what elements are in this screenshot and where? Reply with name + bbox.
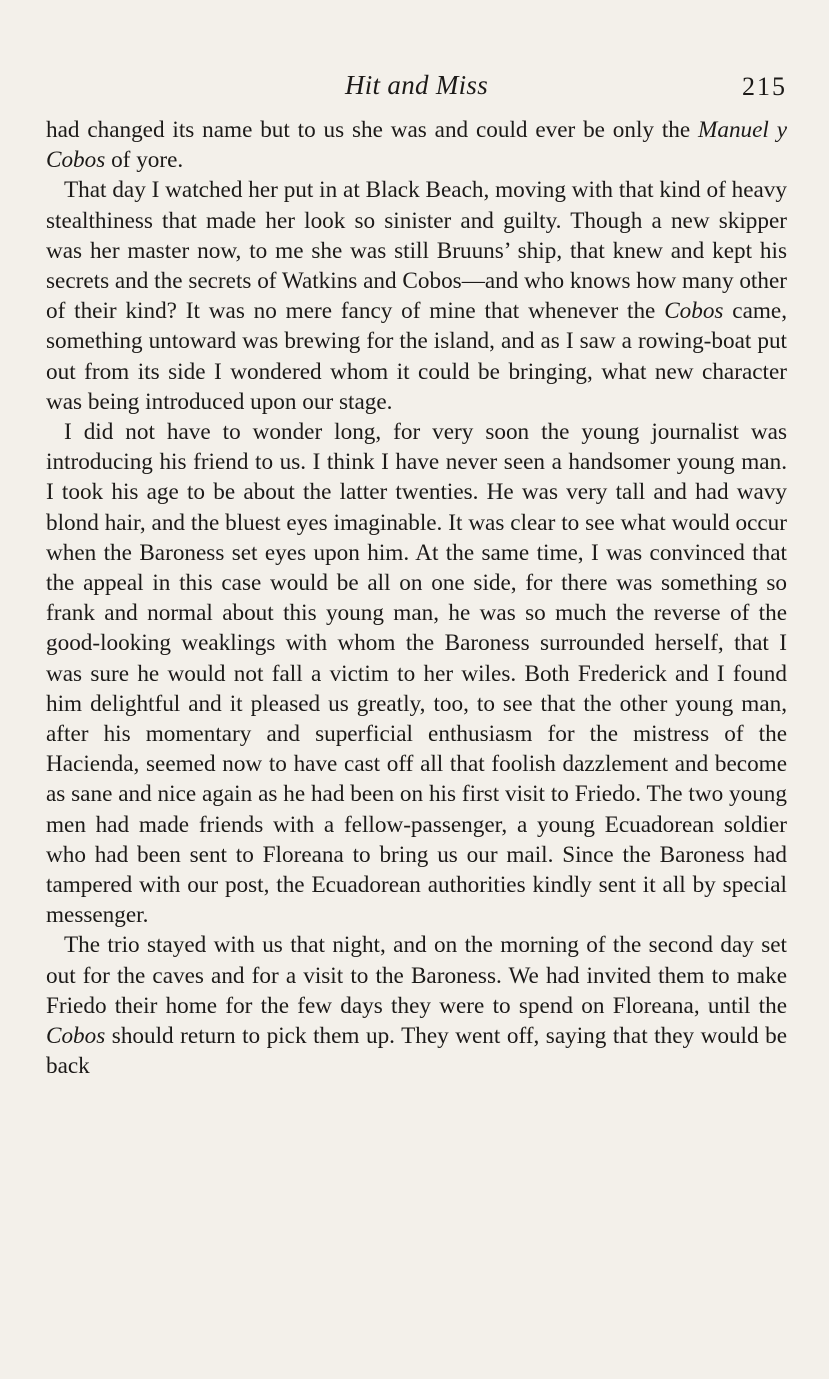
page-number: 215	[742, 72, 787, 101]
text-run: I did not have to wonder long, for very soon the young journalist was introducing his friend to us. I think I have never seen a handsomer young man. I took his age to be about the latter twenties. He was very tall and had wavy blond hair, and the bluest eyes imaginable. It was clear to see what would occur when the Baroness set eyes upon him. At the same time, I was convinced that the appeal in this case would be all on one side, for there was something so frank and normal about this young man, he was so much the reverse of the good-looking weaklings with whom the Baroness surrounded herself, that I was sure he would not fall a victim to her wiles. Both Frederick and I found him delightful and it pleased us greatly, too, to see that the other young man, after his momentary and superficial enthusiasm for the mistress of the Hacienda, seemed now to have cast off all that foolish dazzlement and become as sane and nice again as he had been on his first visit to Friedo. The two young men had made friends with a fellow-passenger, a young Ecuadorean soldier who had been sent to Floreana to bring us our mail. Since the Baroness had tampered with our post, the Ecuadorean authorities kindly sent it all by special messenger.	[46, 419, 787, 929]
text-run: should return to pick them up. They went off, saying that they would be back	[46, 1023, 787, 1080]
text-run: had changed its name but to us she was and could ever be only the	[46, 117, 699, 143]
paragraph	[46, 417, 787, 930]
italic-ship-name: Manuel y Cobos	[46, 117, 787, 174]
text-run: came, something untoward was brewing for the island, and as I saw a rowing-boat put out from its side I wondered whom it could be bringing, what new character was being introduced upon our stage.	[46, 298, 788, 415]
text-run: The trio stayed with us that night, and on the morning of the second day set out for the caves and for a visit to the Baroness. We had invited them to make Friedo their home for the few days they were to spend on Floreana, until the	[46, 932, 787, 1019]
text-run: of yore.	[105, 147, 184, 174]
italic-ship-name: Cobos	[46, 1023, 106, 1050]
text-run: That day I watched her put in at Black Beach, moving with that kind of heavy stealthiness that made her look so sinister and guilty. Though a new skipper was her master now, to me she was still Bruuns’ ship, that knew and kept his secrets and the secrets of Watkins and Cobos—and who knows how many other of their kind? It was no mere fancy of mine that whenever the	[46, 177, 787, 325]
running-title: Hit and Miss	[344, 70, 489, 100]
running-head	[46, 70, 787, 110]
paragraph	[46, 930, 787, 1081]
paragraph	[46, 175, 787, 417]
italic-ship-name: Cobos	[664, 298, 724, 325]
paragraph	[46, 115, 787, 175]
body-text	[46, 115, 787, 1082]
